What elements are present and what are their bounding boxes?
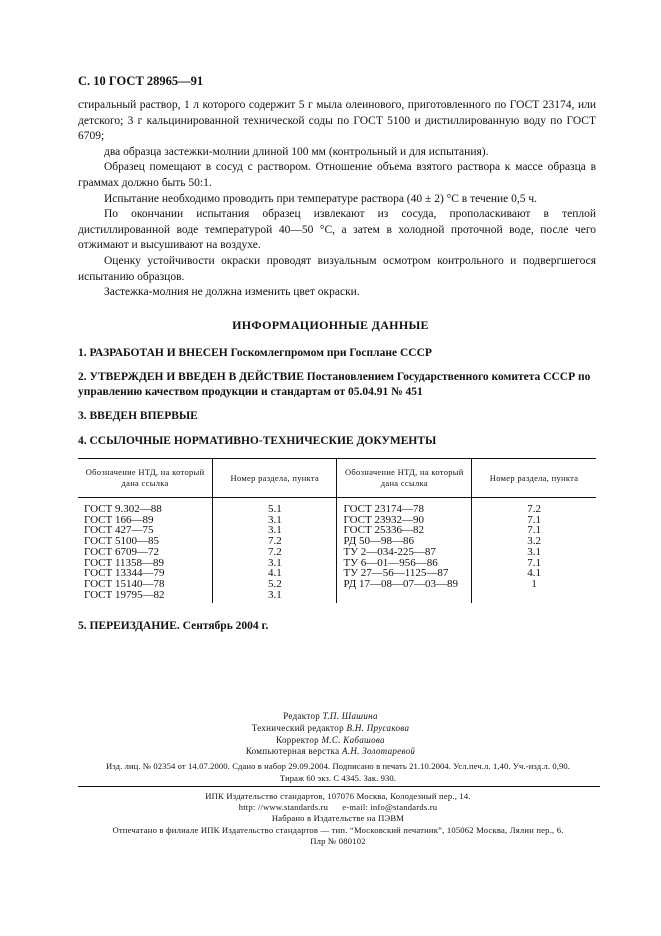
paragraph: По окончании испытания образец извлекают из сосуда, прополаскивают в теплой дистиллированной воде температурой 40—50 °С, а затем в холодной проточной воде, после чего отжимают и высушивают на воздухе. [78, 208, 596, 252]
table-cell: ГОСТ 11358—89 [84, 556, 165, 569]
paragraph: Испытание необходимо проводить при температуре раствора (40 ± 2) °С в течение 0,5 ч. [104, 192, 538, 205]
table-header-row [78, 459, 596, 498]
table-cell: 7.2 [213, 536, 337, 547]
info-item-4: 4. ССЫЛОЧНЫЕ НОРМАТИВНО-ТЕХНИЧЕСКИЕ ДОКУМЕНТЫ [78, 435, 437, 447]
table-cell: 4.1 [213, 568, 337, 579]
table-cell: 4.1 [472, 568, 596, 579]
table-cell: 3.1 [213, 525, 337, 536]
table-cell: 7.2 [213, 547, 337, 558]
info-item-2: 2. УТВЕРЖДЕН И ВВЕДЕН В ДЕЙСТВИЕ Постановлением Государственного комитета СССР по управлению качеством продукции и стандартам от 05.04.91 № 451 [78, 371, 591, 398]
body-text [78, 98, 596, 301]
table-cell: ГОСТ 23932—90 [337, 515, 472, 526]
table-cell: 7.1 [472, 515, 596, 526]
paragraph: Застежка-молния не должна изменить цвет окраски. [104, 286, 360, 299]
table-cell: 3.2 [472, 536, 596, 547]
divider [78, 786, 600, 787]
table-cell: ГОСТ 6709—72 [84, 545, 159, 558]
column-header: Номер раздела, пункта [472, 459, 596, 498]
table-cell: 7.1 [472, 558, 596, 569]
table-cell: 7.2 [472, 498, 596, 515]
table-cell: ТУ 2—034-225—87 [337, 547, 472, 558]
table-cell: ТУ 27—56—1125—87 [337, 568, 472, 579]
paragraph: два образца застежки-молнии длиной 100 мм (контрольный и для испытания). [104, 145, 489, 158]
paragraph: Образец помещают в сосуд с раствором. Отношение объема взятого раствора к массе образца в граммах должно быть 50:1. [78, 161, 596, 189]
info-item-1: 1. РАЗРАБОТАН И ВНЕСЕН Госкомлегпромом при Госплане СССР [78, 347, 432, 359]
column-header: Обозначение НТД, на который дана ссылка [337, 459, 472, 498]
table-cell: ТУ 6—01—956—86 [337, 558, 472, 569]
table-cell: РД 50—98—86 [337, 536, 472, 547]
table-cell: 3.1 [213, 515, 337, 526]
table-row [78, 498, 596, 515]
table-cell: ГОСТ 23174—78 [337, 498, 472, 515]
table-cell: ГОСТ 25336—82 [337, 525, 472, 536]
credit-line [0, 711, 661, 723]
table-row [78, 547, 596, 558]
table-row [78, 515, 596, 526]
footer-line: http: //www.standards.ru e-mail: info@standards.ru [238, 802, 438, 813]
credit-line [0, 746, 661, 758]
credit-role: Корректор [276, 734, 319, 745]
page-header: С. 10 ГОСТ 28965—91 [78, 74, 204, 88]
column-header: Обозначение НТД, на который дана ссылка [78, 459, 213, 498]
footer-line: Набрано в Издательстве на ПЭВМ [271, 813, 405, 824]
table-cell: 1 [472, 579, 596, 590]
imprint-line: Тираж 60 экз. С 4345. Зак. 930. [279, 772, 397, 783]
table-cell: РД 17—08—07—03—89 [337, 579, 472, 590]
table-cell: 5.1 [213, 498, 337, 515]
credit-name: В.Н. Прусакова [346, 722, 410, 733]
table-cell: ГОСТ 15140—78 [84, 577, 165, 590]
table-cell: 7.1 [472, 525, 596, 536]
table-cell: 3.1 [213, 590, 337, 604]
imprint-block [78, 761, 598, 784]
column-header: Номер раздела, пункта [213, 459, 337, 498]
credit-name: Т.П. Шашина [322, 711, 378, 721]
credits-block [0, 711, 661, 758]
credit-line [0, 735, 661, 747]
table-cell [472, 590, 596, 604]
info-item-3: 3. ВВЕДЕН ВПЕРВЫЕ [78, 410, 198, 422]
table-cell: 3.1 [213, 558, 337, 569]
table-cell: 5.2 [213, 579, 337, 590]
footer-line: Отпечатано в филиале ИПК Издательство стандартов — тип. “Московский печатник”, 105062 Москва, Лялин пер., 6. [112, 824, 564, 835]
publisher-footer [78, 791, 598, 847]
credit-role: Редактор [283, 711, 321, 721]
table-cell: ГОСТ 427—75 [84, 524, 154, 537]
footer-line: ИПК Издательство стандартов, 107076 Москва, Колодезный пер., 14. [205, 791, 471, 801]
paragraph: Оценку устойчивости окраски проводят визуальным осмотром контрольного и подвергшегося испытанию образцов. [78, 254, 596, 283]
imprint-line: Изд. лиц. № 02354 от 14.07.2000. Сдано в набор 29.09.2004. Подписано в печать 21.10.2004. Усл.печ.л. 1,40. Уч.-изд.л. 0,90. [105, 761, 571, 771]
info-item-5: 5. ПЕРЕИЗДАНИЕ. Сентябрь 2004 г. [78, 620, 269, 632]
credit-line [0, 723, 661, 735]
table-cell: ГОСТ 13344—79 [84, 567, 165, 580]
paragraph: стиральный раствор, 1 л которого содержит 5 г мыла олеинового, приготовленного по ГОСТ 23174, или детского; 3 г кальцинированной технической соды по ГОСТ 5100 и дистиллированную воду по ГОСТ 6709; [78, 99, 596, 143]
table-cell: 3.1 [472, 547, 596, 558]
info-section-title: ИНФОРМАЦИОННЫЕ ДАННЫЕ [232, 318, 429, 332]
table-row [78, 590, 596, 604]
footer-line: Плр № 080102 [310, 835, 366, 846]
table-cell [337, 590, 472, 604]
table-cell: ГОСТ 5100—85 [84, 535, 159, 548]
credit-role: Технический редактор [251, 722, 344, 733]
credit-name: А.Н. Золотаревой [341, 746, 416, 757]
credit-name: М.С. Кабашова [321, 734, 385, 745]
table-cell: ГОСТ 166—89 [84, 513, 154, 526]
table-cell: ГОСТ 19795—82 [84, 588, 165, 601]
table-cell: ГОСТ 9.302—88 [84, 503, 162, 515]
reference-table [78, 458, 596, 603]
credit-role: Компьютерная верстка [245, 746, 340, 757]
